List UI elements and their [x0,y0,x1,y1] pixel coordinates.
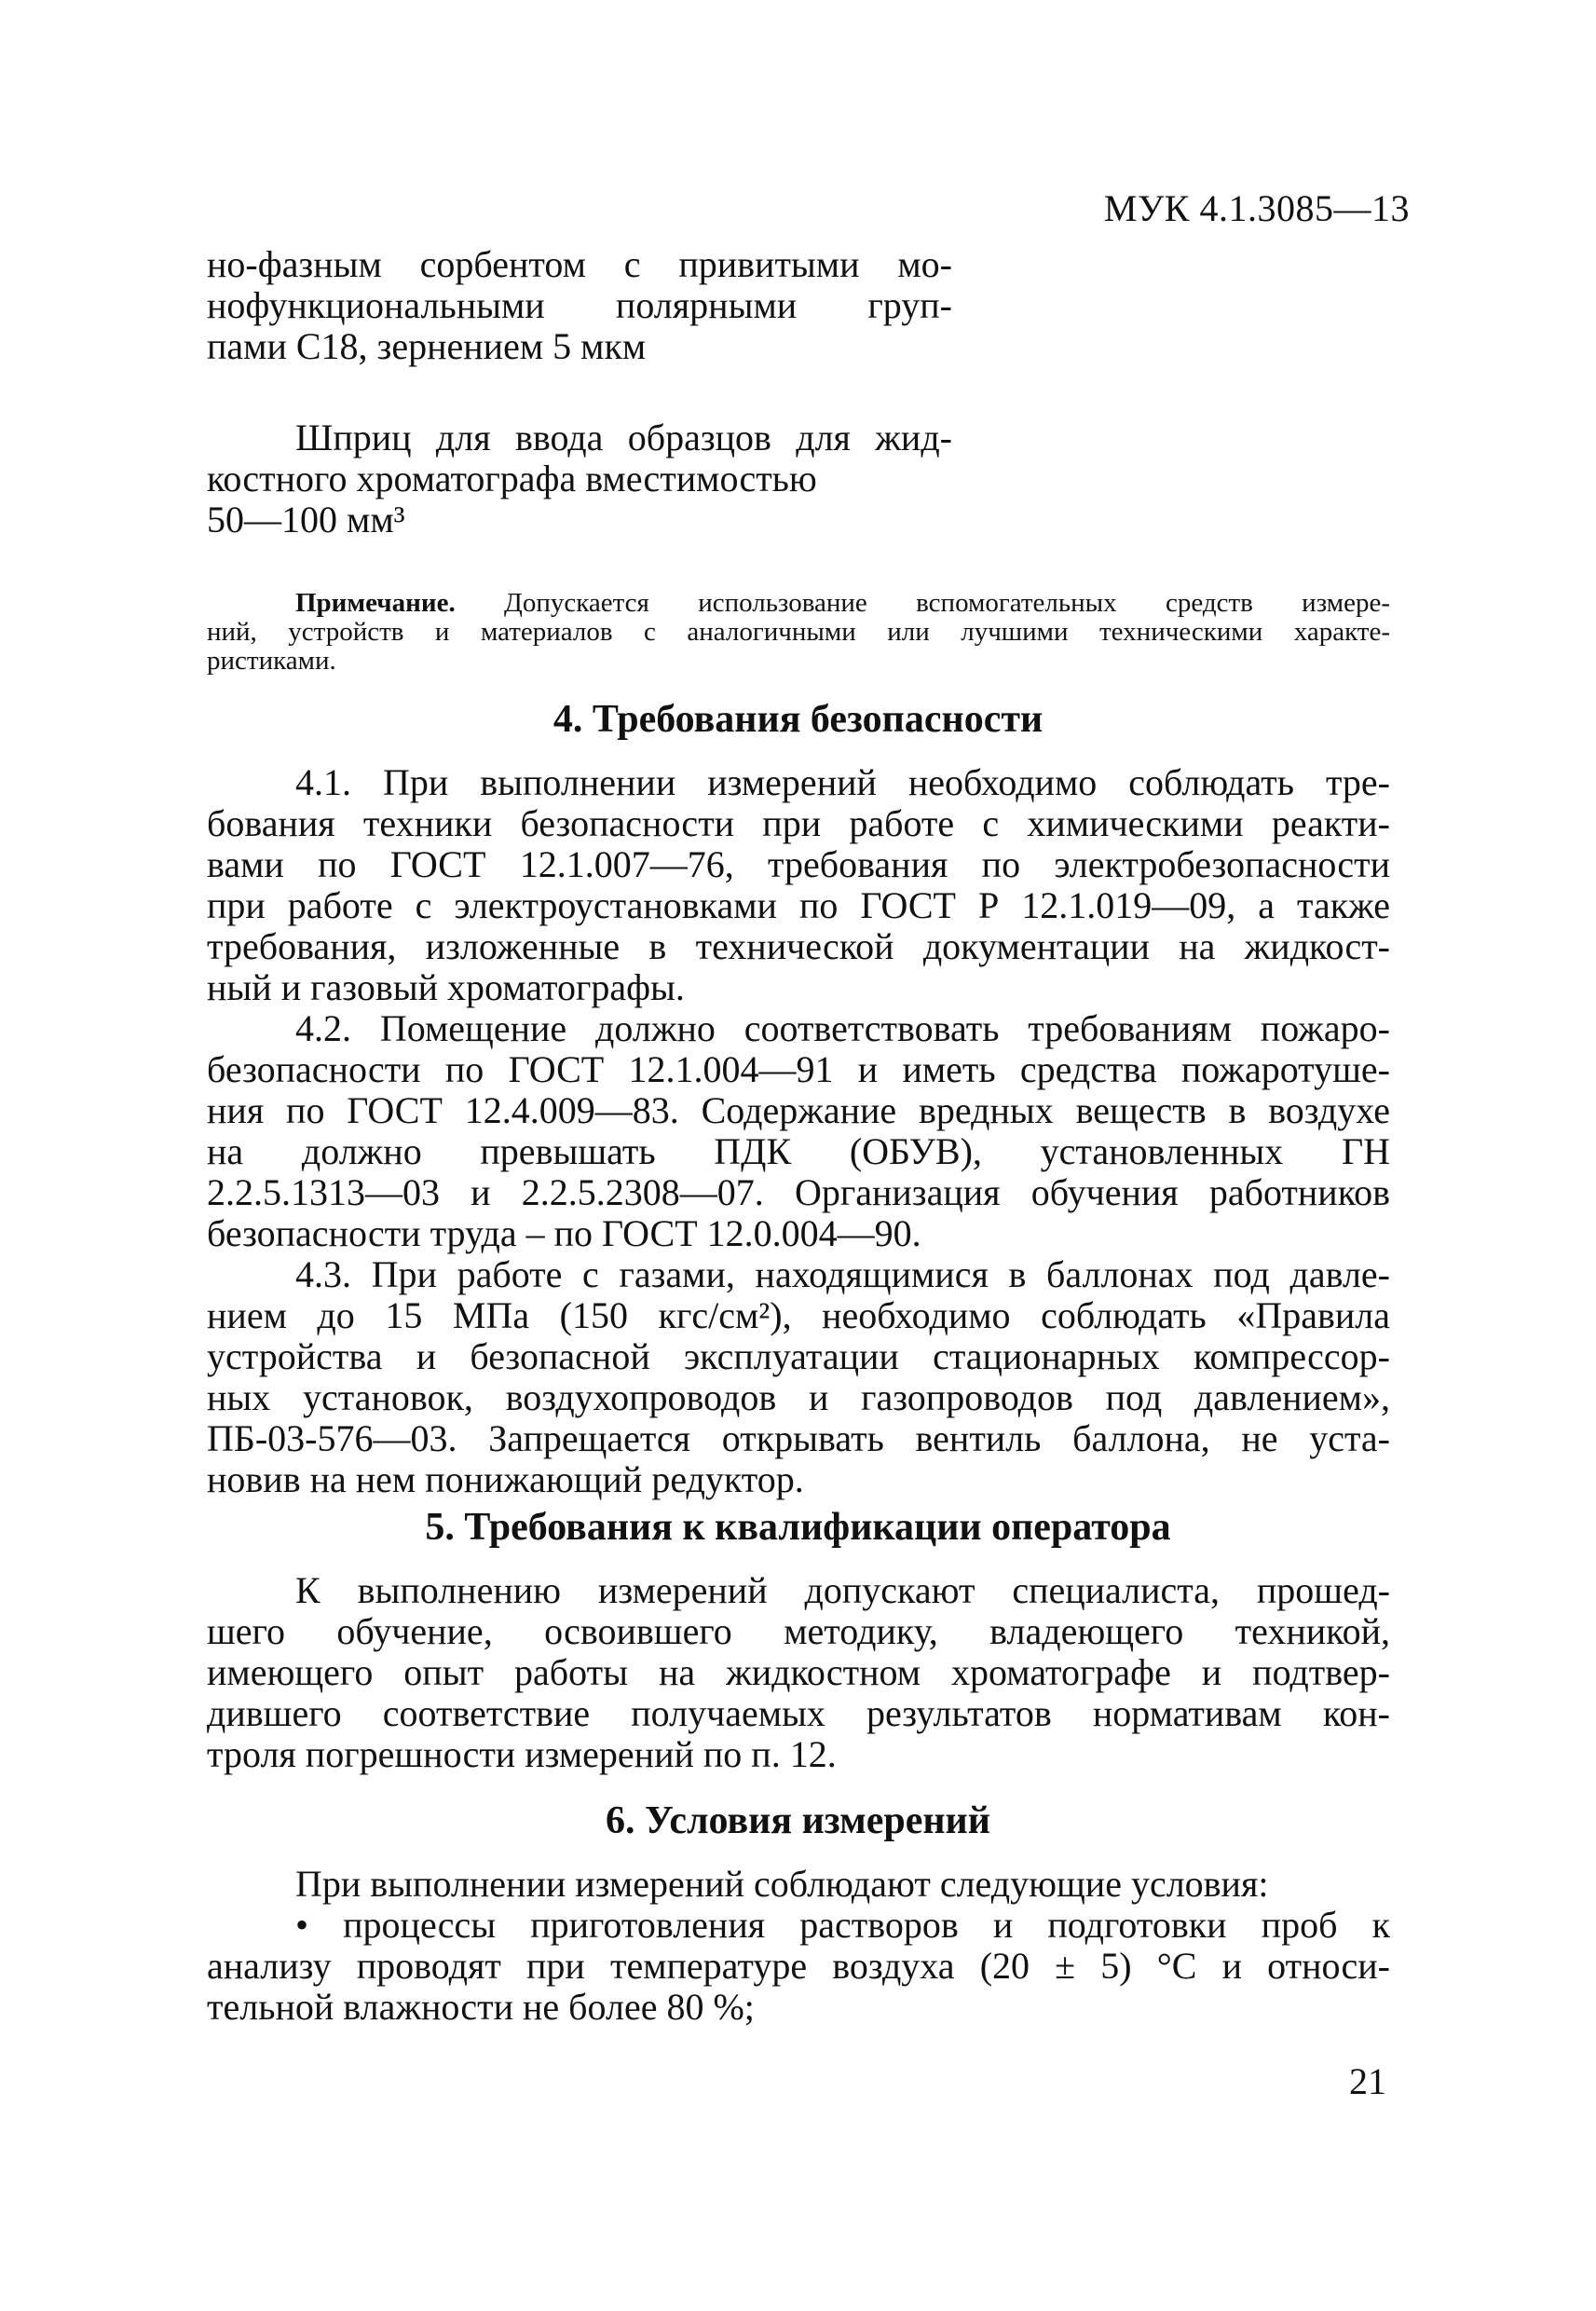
text-line: анализу проводят при температуре воздуха (20 ± 5) °С и относи- [207,1945,1390,1987]
text-line: на должно превышать ПДК (ОБУВ), установленных ГН [207,1130,1390,1172]
text-line: но-фазным сорбентом с привитыми мо- [207,243,952,285]
text-line: ных установок, воздухопроводов и газопроводов под давлением», [207,1376,1390,1418]
text-line: 50—100 мм³ [207,499,405,540]
text-line: нофункциональными полярными груп- [207,284,952,326]
section-4-title: 4. Требования безопасности [552,698,1044,741]
note-line [207,589,1390,618]
text-line: требования, изложенные в технической документации на жидкост- [207,925,1390,967]
sorbent-description [207,244,952,367]
text-line: вами по ГОСТ 12.1.007—76, требования по электробезопасности [207,843,1390,885]
text-line: пами С18, зернением 5 мкм [207,325,647,367]
note-line: ристиками. [207,646,336,676]
text-line: 4.2. Помещение должно соответствовать требованиям пожаро- [295,1007,1390,1049]
text-line: при работе с электроустановками по ГОСТ Р 12.1.019—09, а также [207,884,1390,926]
text-line: безопасности труда – по ГОСТ 12.0.004—90. [207,1212,921,1254]
section-6-body [207,1864,1390,2028]
text-line: 4.1. При выполнении измерений необходимо соблюдать тре- [295,761,1390,803]
text-line: шего обучение, освоившего методику, владеющего техникой, [207,1610,1390,1652]
note-text: Допускается использование вспомогательных средств измере- [455,588,1390,618]
text-line: тельной влажности не более 80 %; [207,1986,755,2028]
note-paragraph [207,589,1390,676]
note-line: ний, устройств и материалов с аналогичными или лучшими техническими характе- [207,617,1390,647]
text-line: 4.3. При работе с газами, находящимися в баллонах под давле- [295,1253,1390,1295]
text-line: При выполнении измерений соблюдают следующие условия: [295,1863,1269,1905]
text-line: ный и газовый хроматографы. [207,966,685,1008]
text-line: устройства и безопасной эксплуатации стационарных компрессор- [207,1335,1390,1377]
text-line: новив на нем понижающий редуктор. [207,1458,804,1500]
text-line: ПБ-03-576—03. Запрещается открывать вентиль баллона, не уста- [207,1417,1390,1459]
text-line: 2.2.5.1313—03 и 2.2.5.2308—07. Организация обучения работников [207,1171,1390,1213]
text-line: имеющего опыт работы на жидкостном хроматографе и подтвер- [207,1651,1390,1693]
text-line: троля погрешности измерений по п. 12. [207,1733,837,1775]
section-5-body [207,1570,1390,1775]
text-line: нием до 15 МПа (150 кгс/см²), необходимо соблюдать «Правила [207,1294,1390,1336]
text-line: К выполнению измерений допускают специалиста, прошед- [295,1569,1390,1611]
text-line: бования техники безопасности при работе с химическими реакти- [207,802,1390,844]
section-4-body [207,762,1390,1500]
text-line: Шприц для ввода образцов для жид- [295,417,952,458]
text-line: ния по ГОСТ 12.4.009—83. Содержание вредных веществ в воздухе [207,1089,1390,1131]
page-number: 21 [1349,2060,1386,2102]
section-6-title: 6. Условия измерений [606,1799,990,1842]
document-code: МУК 4.1.3085—13 [1103,187,1410,229]
text-line: костного хроматографа вместимостью [207,458,817,499]
section-5-title: 5. Требования к квалификации оператора [425,1506,1171,1549]
note-label: Примечание. [295,588,456,618]
list-item: • процессы приготовления растворов и подготовки проб к [295,1904,1390,1946]
text-line: безопасности по ГОСТ 12.1.004—91 и иметь средства пожаротуше- [207,1048,1390,1090]
text-line: дившего соответствие получаемых результатов нормативам кон- [207,1692,1390,1734]
syringe-description [207,417,952,540]
